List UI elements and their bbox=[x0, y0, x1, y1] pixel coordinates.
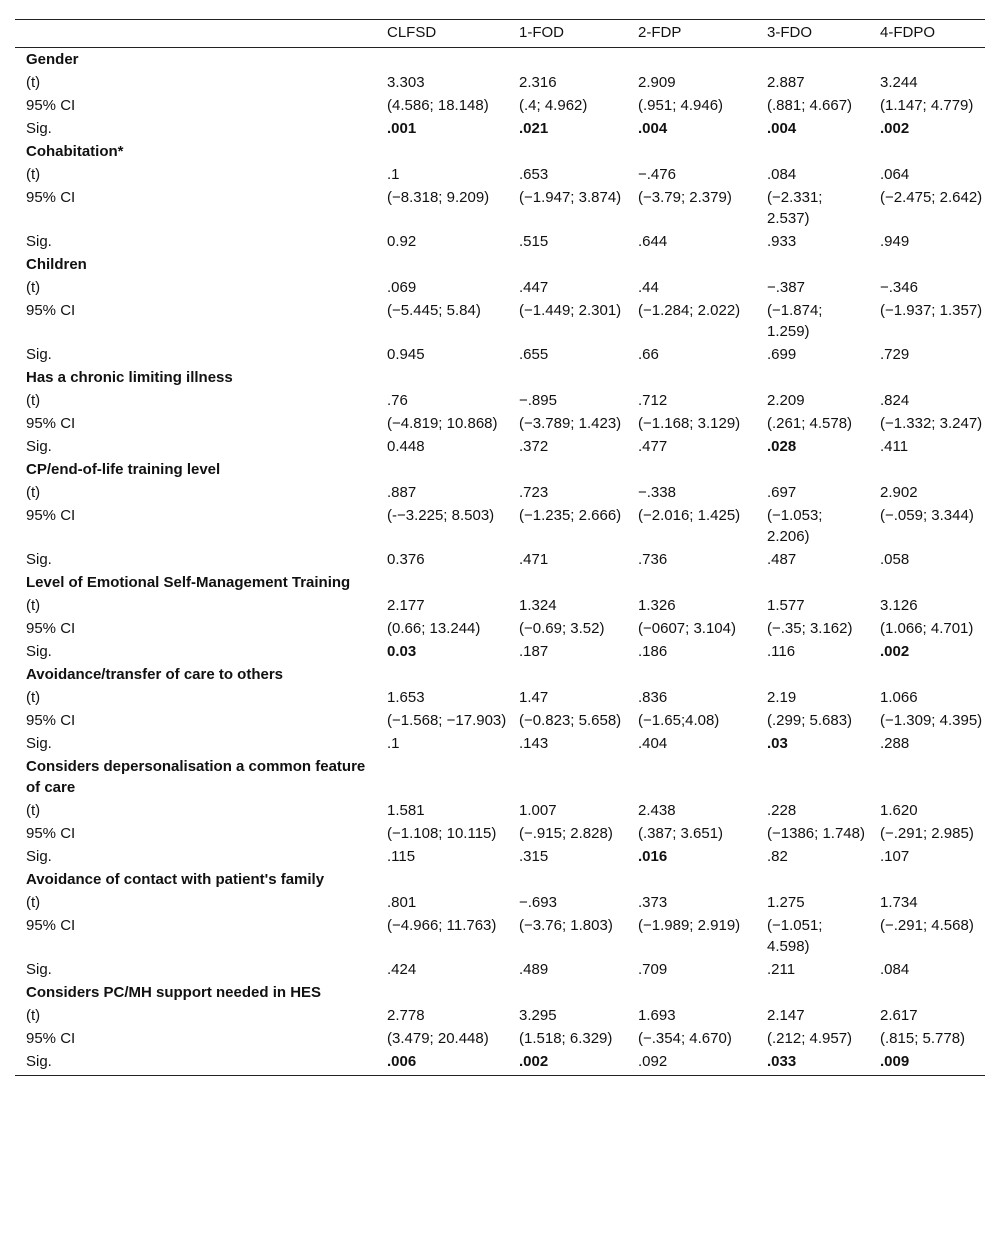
sig-value: .933 bbox=[767, 233, 797, 250]
sig-value: .002 bbox=[508, 1050, 627, 1076]
ci-value: (−2.016; 1.425) bbox=[638, 507, 741, 524]
empty-cell bbox=[376, 868, 508, 891]
t-value: 1.47 bbox=[519, 689, 549, 706]
sig-value: .489 bbox=[519, 961, 549, 978]
t-value: 2.177 bbox=[387, 597, 425, 614]
empty-cell bbox=[376, 253, 508, 276]
sig-value: .002 bbox=[880, 643, 910, 660]
sig-row bbox=[15, 845, 985, 868]
row-label: Sig. bbox=[26, 438, 52, 455]
t-value: 2.902 bbox=[880, 484, 918, 501]
empty-cell bbox=[627, 140, 756, 163]
section-title-row bbox=[15, 253, 985, 276]
t-value: .723 bbox=[519, 484, 549, 501]
header-cell: 3-FDO bbox=[756, 20, 869, 48]
empty-cell bbox=[508, 140, 627, 163]
row-label: (t) bbox=[26, 689, 41, 706]
t-value: .373 bbox=[638, 894, 668, 911]
sig-value: 0.448 bbox=[387, 438, 425, 455]
sig-value: .028 bbox=[767, 438, 797, 455]
empty-cell bbox=[869, 663, 985, 686]
sig-value: .477 bbox=[638, 438, 668, 455]
row-label: 95% CI bbox=[26, 302, 76, 319]
ci-value: (−1.65;4.08) bbox=[638, 712, 720, 729]
empty-cell bbox=[869, 868, 985, 891]
sig-row bbox=[15, 548, 985, 571]
ci-value: (−4.966; 11.763) bbox=[387, 917, 497, 934]
t-row bbox=[15, 799, 985, 822]
t-value: .824 bbox=[880, 392, 910, 409]
empty-cell bbox=[508, 48, 627, 72]
sig-value: .644 bbox=[638, 233, 668, 250]
t-value: 1.693 bbox=[638, 1007, 676, 1024]
t-value: 1.734 bbox=[880, 894, 918, 911]
row-label: Sig. bbox=[26, 848, 52, 865]
sig-value: .699 bbox=[767, 346, 797, 363]
row-label: Sig. bbox=[26, 120, 52, 137]
header-cell: CLFSD bbox=[376, 20, 508, 48]
sig-value: .211 bbox=[767, 961, 796, 978]
t-value: 2.778 bbox=[387, 1007, 425, 1024]
ci-value: (0.66; 13.244) bbox=[387, 620, 481, 637]
ci-value: (.815; 5.778) bbox=[880, 1030, 966, 1047]
sig-value: .1 bbox=[387, 735, 400, 752]
sig-value: .82 bbox=[767, 848, 788, 865]
t-value: 1.324 bbox=[519, 597, 557, 614]
ci-value: (-−3.225; 8.503) bbox=[387, 507, 495, 524]
t-value: .084 bbox=[767, 166, 797, 183]
ci-value: (−3.789; 1.423) bbox=[519, 415, 622, 432]
empty-cell bbox=[376, 981, 508, 1004]
empty-cell bbox=[756, 663, 869, 686]
row-label: (t) bbox=[26, 1007, 41, 1024]
t-value: .44 bbox=[638, 279, 659, 296]
t-value: 2.147 bbox=[767, 1007, 805, 1024]
row-label: (t) bbox=[26, 484, 41, 501]
t-value: 1.620 bbox=[880, 802, 918, 819]
t-value: 1.653 bbox=[387, 689, 425, 706]
ci-value: (−1.284; 2.022) bbox=[638, 302, 741, 319]
t-value: 2.19 bbox=[767, 689, 797, 706]
empty-cell bbox=[376, 663, 508, 686]
section-title-row bbox=[15, 571, 985, 594]
section-title: Considers PC/MH support needed in HES bbox=[26, 984, 322, 1001]
sig-value: .709 bbox=[638, 961, 668, 978]
table-body bbox=[15, 48, 985, 1076]
row-label: (t) bbox=[26, 74, 41, 91]
empty-cell bbox=[756, 755, 869, 799]
t-value: −.338 bbox=[638, 484, 676, 501]
sig-value: 0.945 bbox=[387, 346, 425, 363]
section-title-row bbox=[15, 366, 985, 389]
ci-row bbox=[15, 504, 985, 548]
empty-cell bbox=[756, 366, 869, 389]
ci-value: (.212; 4.957) bbox=[767, 1030, 853, 1047]
ci-value: (−1.989; 2.919) bbox=[638, 917, 741, 934]
sig-row bbox=[15, 640, 985, 663]
row-label: 95% CI bbox=[26, 189, 76, 206]
ci-value: (3.479; 20.448) bbox=[387, 1030, 489, 1047]
t-value: .836 bbox=[638, 689, 668, 706]
row-label: 95% CI bbox=[26, 620, 76, 637]
empty-cell bbox=[756, 458, 869, 481]
sig-value: .004 bbox=[767, 120, 797, 137]
ci-value: (.299; 5.683) bbox=[767, 712, 853, 729]
ci-value: (−1.947; 3.874) bbox=[519, 189, 622, 206]
ci-value: (−5.445; 5.84) bbox=[387, 302, 481, 319]
ci-value: (1.066; 4.701) bbox=[880, 620, 974, 637]
ci-row bbox=[15, 709, 985, 732]
t-row bbox=[15, 594, 985, 617]
sig-value: .001 bbox=[387, 120, 417, 137]
section-title-row bbox=[15, 48, 985, 72]
ci-row bbox=[15, 617, 985, 640]
ci-value: (−.354; 4.670) bbox=[638, 1030, 732, 1047]
ci-value: (−4.819; 10.868) bbox=[387, 415, 498, 432]
header-cell bbox=[15, 20, 376, 48]
t-value: .801 bbox=[387, 894, 417, 911]
t-value: 3.295 bbox=[519, 1007, 557, 1024]
header-cell: 1-FOD bbox=[508, 20, 627, 48]
empty-cell bbox=[869, 366, 985, 389]
t-value: .228 bbox=[767, 802, 797, 819]
t-value: .887 bbox=[387, 484, 417, 501]
empty-cell bbox=[508, 663, 627, 686]
row-label: 95% CI bbox=[26, 917, 76, 934]
section-title-row bbox=[15, 981, 985, 1004]
ci-row bbox=[15, 1027, 985, 1050]
row-label: 95% CI bbox=[26, 415, 76, 432]
empty-cell bbox=[869, 253, 985, 276]
t-value: −.346 bbox=[880, 279, 918, 296]
row-label: (t) bbox=[26, 392, 41, 409]
t-value: 3.303 bbox=[387, 74, 425, 91]
empty-cell bbox=[508, 571, 627, 594]
t-value: .653 bbox=[519, 166, 549, 183]
t-value: 2.438 bbox=[638, 802, 676, 819]
empty-cell bbox=[869, 140, 985, 163]
ci-value: (−0.823; 5.658) bbox=[519, 712, 622, 729]
section-title: Cohabitation* bbox=[26, 143, 124, 160]
empty-cell bbox=[627, 981, 756, 1004]
t-row bbox=[15, 163, 985, 186]
t-value: 1.007 bbox=[519, 802, 557, 819]
empty-cell bbox=[376, 366, 508, 389]
row-label: (t) bbox=[26, 802, 41, 819]
sig-value: .006 bbox=[376, 1050, 508, 1076]
ci-value: (−1.309; 4.395) bbox=[880, 712, 983, 729]
t-row bbox=[15, 71, 985, 94]
t-value: .697 bbox=[767, 484, 797, 501]
sig-row bbox=[15, 230, 985, 253]
empty-cell bbox=[756, 571, 869, 594]
section-title: Avoidance of contact with patient's family bbox=[26, 871, 325, 888]
sig-row bbox=[15, 117, 985, 140]
empty-cell bbox=[869, 48, 985, 72]
ci-value: (−1.051; 4.598) bbox=[767, 917, 823, 955]
ci-value: (.261; 4.578) bbox=[767, 415, 853, 432]
section-title-row bbox=[15, 868, 985, 891]
empty-cell bbox=[756, 981, 869, 1004]
sig-value: .729 bbox=[880, 346, 910, 363]
empty-cell bbox=[756, 48, 869, 72]
sig-value: .404 bbox=[638, 735, 668, 752]
ci-value: (−3.76; 1.803) bbox=[519, 917, 613, 934]
sig-value: .66 bbox=[638, 346, 659, 363]
row-label: Sig. bbox=[26, 346, 52, 363]
ci-value: (.4; 4.962) bbox=[519, 97, 588, 114]
ci-value: (−0.69; 3.52) bbox=[519, 620, 605, 637]
t-row bbox=[15, 1004, 985, 1027]
t-value: 1.577 bbox=[767, 597, 805, 614]
t-value: 1.066 bbox=[880, 689, 918, 706]
ci-value: (−1.332; 3.247) bbox=[880, 415, 983, 432]
ci-value: (−1.874; 1.259) bbox=[767, 302, 823, 340]
t-row bbox=[15, 276, 985, 299]
sig-value: .116 bbox=[767, 643, 796, 660]
empty-cell bbox=[627, 663, 756, 686]
ci-row bbox=[15, 412, 985, 435]
ci-value: (−2.475; 2.642) bbox=[880, 189, 983, 206]
ci-value: (1.147; 4.779) bbox=[880, 97, 974, 114]
empty-cell bbox=[627, 458, 756, 481]
row-label: (t) bbox=[26, 279, 41, 296]
t-row bbox=[15, 891, 985, 914]
t-value: −.895 bbox=[519, 392, 557, 409]
t-value: 2.209 bbox=[767, 392, 805, 409]
t-value: .76 bbox=[387, 392, 408, 409]
ci-value: (−.291; 2.985) bbox=[880, 825, 974, 842]
t-row bbox=[15, 686, 985, 709]
empty-cell bbox=[756, 868, 869, 891]
ci-row bbox=[15, 94, 985, 117]
empty-cell bbox=[869, 755, 985, 799]
ci-value: (1.518; 6.329) bbox=[519, 1030, 613, 1047]
empty-cell bbox=[376, 48, 508, 72]
sig-value: .021 bbox=[519, 120, 549, 137]
row-label: 95% CI bbox=[26, 1030, 76, 1047]
section-title-row bbox=[15, 458, 985, 481]
row-label: Sig. bbox=[26, 961, 52, 978]
t-value: 2.617 bbox=[880, 1007, 918, 1024]
empty-cell bbox=[508, 253, 627, 276]
sig-value: .115 bbox=[387, 848, 416, 865]
t-row bbox=[15, 481, 985, 504]
sig-row bbox=[15, 732, 985, 755]
ci-value: (−1386; 1.748) bbox=[767, 825, 865, 842]
section-title: Considers depersonalisation a common feature of care bbox=[26, 758, 366, 796]
t-value: 2.316 bbox=[519, 74, 557, 91]
ci-value: (−0607; 3.104) bbox=[638, 620, 736, 637]
ci-value: (−1.449; 2.301) bbox=[519, 302, 622, 319]
sig-value: .002 bbox=[880, 120, 910, 137]
sig-value: 0.92 bbox=[387, 233, 417, 250]
sig-value: .471 bbox=[519, 551, 549, 568]
t-value: 1.275 bbox=[767, 894, 805, 911]
section-title: Gender bbox=[26, 51, 79, 68]
header-row bbox=[15, 20, 985, 48]
row-label: Sig. bbox=[26, 551, 52, 568]
t-value: 2.887 bbox=[767, 74, 805, 91]
empty-cell bbox=[627, 868, 756, 891]
t-value: 1.326 bbox=[638, 597, 676, 614]
row-label: Sig. bbox=[26, 233, 52, 250]
header-cell: 2-FDP bbox=[627, 20, 756, 48]
sig-value: 0.376 bbox=[387, 551, 425, 568]
section-title-row bbox=[15, 755, 985, 799]
row-label: (t) bbox=[26, 166, 41, 183]
row-label: 95% CI bbox=[26, 507, 76, 524]
ci-row bbox=[15, 822, 985, 845]
ci-value: (.387; 3.651) bbox=[638, 825, 724, 842]
ci-value: (.951; 4.946) bbox=[638, 97, 724, 114]
row-label: 95% CI bbox=[26, 712, 76, 729]
section-title-row bbox=[15, 140, 985, 163]
ci-value: (−1.937; 1.357) bbox=[880, 302, 983, 319]
empty-cell bbox=[869, 571, 985, 594]
section-title: Children bbox=[26, 256, 87, 273]
sig-value: .143 bbox=[519, 735, 549, 752]
section-title: CP/end-of-life training level bbox=[26, 461, 221, 478]
ci-value: (−1.108; 10.115) bbox=[387, 825, 497, 842]
ci-value: (−3.79; 2.379) bbox=[638, 189, 732, 206]
t-value: 3.126 bbox=[880, 597, 918, 614]
sig-value: .016 bbox=[638, 848, 668, 865]
sig-value: .187 bbox=[519, 643, 549, 660]
sig-value: .107 bbox=[880, 848, 910, 865]
ci-value: (−.291; 4.568) bbox=[880, 917, 974, 934]
sig-value: .033 bbox=[756, 1050, 869, 1076]
section-title: Level of Emotional Self-Management Training bbox=[26, 574, 351, 591]
header-cell: 4-FDPO bbox=[869, 20, 985, 48]
ci-value: (−1.053; 2.206) bbox=[767, 507, 823, 545]
sig-row bbox=[15, 435, 985, 458]
t-value: 2.909 bbox=[638, 74, 676, 91]
t-value: .447 bbox=[519, 279, 549, 296]
t-value: 3.244 bbox=[880, 74, 918, 91]
sig-value: .515 bbox=[519, 233, 549, 250]
row-label: Sig. bbox=[26, 643, 52, 660]
sig-value: .186 bbox=[638, 643, 668, 660]
empty-cell bbox=[508, 981, 627, 1004]
t-value: −.387 bbox=[767, 279, 805, 296]
ci-value: (−.059; 3.344) bbox=[880, 507, 974, 524]
empty-cell bbox=[869, 458, 985, 481]
empty-cell bbox=[376, 755, 508, 799]
ci-row bbox=[15, 914, 985, 958]
empty-cell bbox=[508, 458, 627, 481]
sig-value: .655 bbox=[519, 346, 549, 363]
ci-value: (−.915; 2.828) bbox=[519, 825, 613, 842]
empty-cell bbox=[376, 140, 508, 163]
sig-row bbox=[15, 958, 985, 981]
empty-cell bbox=[627, 253, 756, 276]
sig-value: .411 bbox=[880, 438, 909, 455]
row-label: (t) bbox=[26, 894, 41, 911]
t-value: .712 bbox=[638, 392, 668, 409]
empty-cell bbox=[756, 140, 869, 163]
t-value: −.476 bbox=[638, 166, 676, 183]
empty-cell bbox=[376, 458, 508, 481]
results-table bbox=[15, 19, 985, 1076]
sig-row bbox=[15, 1050, 985, 1076]
row-label: 95% CI bbox=[26, 825, 76, 842]
sig-value: .288 bbox=[880, 735, 910, 752]
sig-value: .004 bbox=[638, 120, 668, 137]
ci-value: (−2.331; 2.537) bbox=[767, 189, 823, 227]
sig-value: .315 bbox=[519, 848, 549, 865]
empty-cell bbox=[627, 755, 756, 799]
section-title: Has a chronic limiting illness bbox=[26, 369, 233, 386]
empty-cell bbox=[756, 253, 869, 276]
ci-value: (−1.235; 2.666) bbox=[519, 507, 622, 524]
sig-value: .372 bbox=[519, 438, 549, 455]
sig-value: .058 bbox=[880, 551, 910, 568]
empty-cell bbox=[627, 366, 756, 389]
ci-value: (−1.168; 3.129) bbox=[638, 415, 741, 432]
ci-value: (−1.568; −17.903) bbox=[387, 712, 507, 729]
ci-value: (−8.318; 9.209) bbox=[387, 189, 490, 206]
ci-row bbox=[15, 186, 985, 230]
t-value: 1.581 bbox=[387, 802, 425, 819]
sig-value: .03 bbox=[767, 735, 788, 752]
t-value: −.693 bbox=[519, 894, 557, 911]
sig-value: .949 bbox=[880, 233, 910, 250]
ci-row bbox=[15, 299, 985, 343]
t-value: .1 bbox=[387, 166, 400, 183]
empty-cell bbox=[508, 868, 627, 891]
empty-cell bbox=[627, 571, 756, 594]
row-label: Sig. bbox=[26, 735, 52, 752]
sig-value: .092 bbox=[627, 1050, 756, 1076]
ci-value: (.881; 4.667) bbox=[767, 97, 853, 114]
ci-value: (4.586; 18.148) bbox=[387, 97, 489, 114]
empty-cell bbox=[508, 755, 627, 799]
sig-value: .487 bbox=[767, 551, 797, 568]
empty-cell bbox=[376, 571, 508, 594]
ci-value: (−.35; 3.162) bbox=[767, 620, 853, 637]
empty-cell bbox=[627, 48, 756, 72]
t-row bbox=[15, 389, 985, 412]
sig-value: 0.03 bbox=[387, 643, 417, 660]
sig-value: .736 bbox=[638, 551, 668, 568]
t-value: .069 bbox=[387, 279, 417, 296]
section-title: Avoidance/transfer of care to others bbox=[26, 666, 284, 683]
row-label: Sig. bbox=[15, 1050, 376, 1076]
row-label: (t) bbox=[26, 597, 41, 614]
sig-row bbox=[15, 343, 985, 366]
sig-value: .084 bbox=[880, 961, 910, 978]
empty-cell bbox=[869, 981, 985, 1004]
section-title-row bbox=[15, 663, 985, 686]
empty-cell bbox=[508, 366, 627, 389]
sig-value: .424 bbox=[387, 961, 417, 978]
sig-value: .009 bbox=[869, 1050, 985, 1076]
t-value: .064 bbox=[880, 166, 910, 183]
row-label: 95% CI bbox=[26, 97, 76, 114]
